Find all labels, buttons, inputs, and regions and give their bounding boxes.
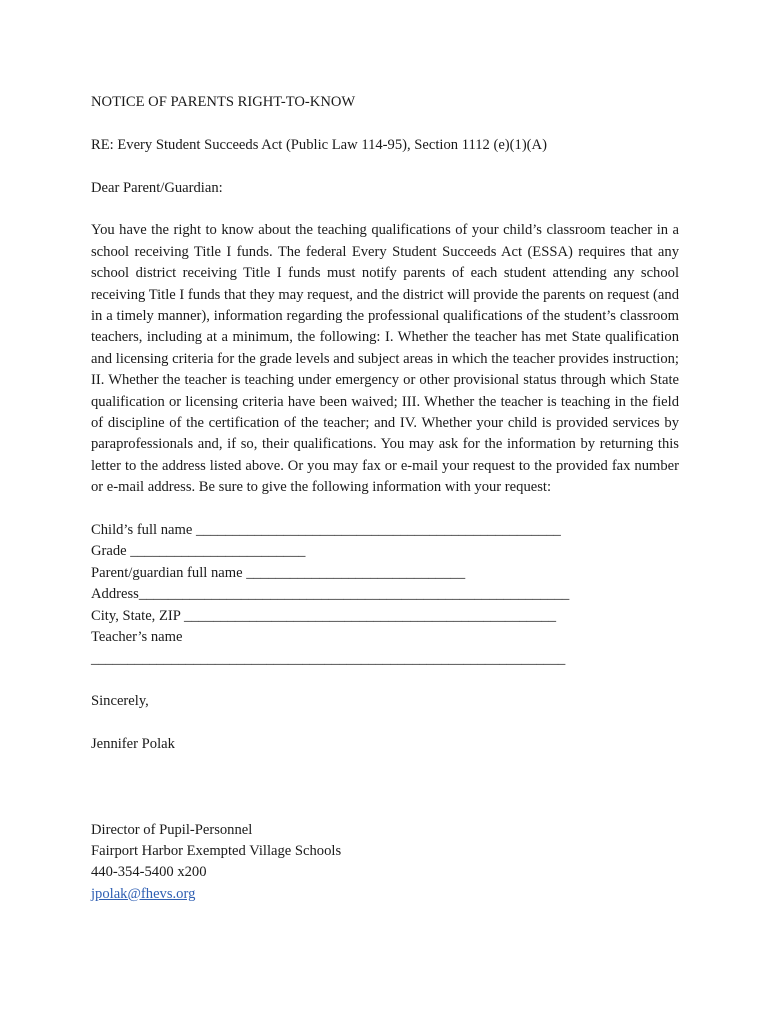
parent-name-field: Parent/guardian full name ______________________________ bbox=[91, 564, 466, 581]
teacher-name-label: Teacher’s name bbox=[91, 629, 183, 646]
re-line: RE: Every Student Succeeds Act (Public Law 114-95), Section 1112 (e)(1)(A) bbox=[91, 136, 547, 153]
salutation: Dear Parent/Guardian: bbox=[91, 179, 223, 196]
grade-field: Grade ________________________ bbox=[91, 543, 306, 560]
address-field: Address___________________________________________________________ bbox=[91, 586, 570, 603]
letter-body: You have the right to know about the teaching qualifications of your child’s classroom teacher in a school receiving Title I funds. The federal Every Student Succeeds Act (ESSA) requires that any school district receiving Title I funds must notify parents of each student attending any school receiving Title I funds that they may request, and the district will provide the parents on request (and in a timely manner), information regarding the professional qualifications of the student’s classroom teachers, including at a minimum, the following: I. Whether the teacher has met State qualification and licensing criteria for the grade levels and subject areas in which the teacher provides instruction; II. Whether the teacher is teaching under emergency or other provisional status through which State qualification or licensing criteria have been waived; III. Whether the teacher is teaching in the field of discipline of the certification of the teacher; and IV. Whether your child is provided services by paraprofessionals and, if so, their qualifications. You may ask for the information by returning this letter to the address listed above. Or you may fax or e-mail your request to the provided fax number or e-mail address. Be sure to give the following information with your request: bbox=[91, 222, 679, 496]
teacher-name-line: _________________________________________________________________ bbox=[91, 650, 566, 667]
signer-role: Director of Pupil-Personnel bbox=[91, 821, 253, 838]
signer-organization: Fairport Harbor Exempted Village Schools bbox=[91, 842, 342, 859]
signer-name: Jennifer Polak bbox=[91, 736, 175, 753]
child-name-field: Child’s full name __________________________________________________ bbox=[91, 522, 561, 539]
signature-block bbox=[91, 820, 679, 906]
city-state-zip-field: City, State, ZIP ___________________________________________________ bbox=[91, 607, 557, 624]
letter-page bbox=[91, 92, 679, 905]
signer-phone: 440-354-5400 x200 bbox=[91, 864, 207, 881]
letter-title: NOTICE OF PARENTS RIGHT-TO-KNOW bbox=[91, 94, 356, 110]
closing: Sincerely, bbox=[91, 693, 149, 710]
request-form bbox=[91, 520, 679, 670]
signer-email-link[interactable]: jpolak@fhevs.org bbox=[91, 885, 196, 902]
